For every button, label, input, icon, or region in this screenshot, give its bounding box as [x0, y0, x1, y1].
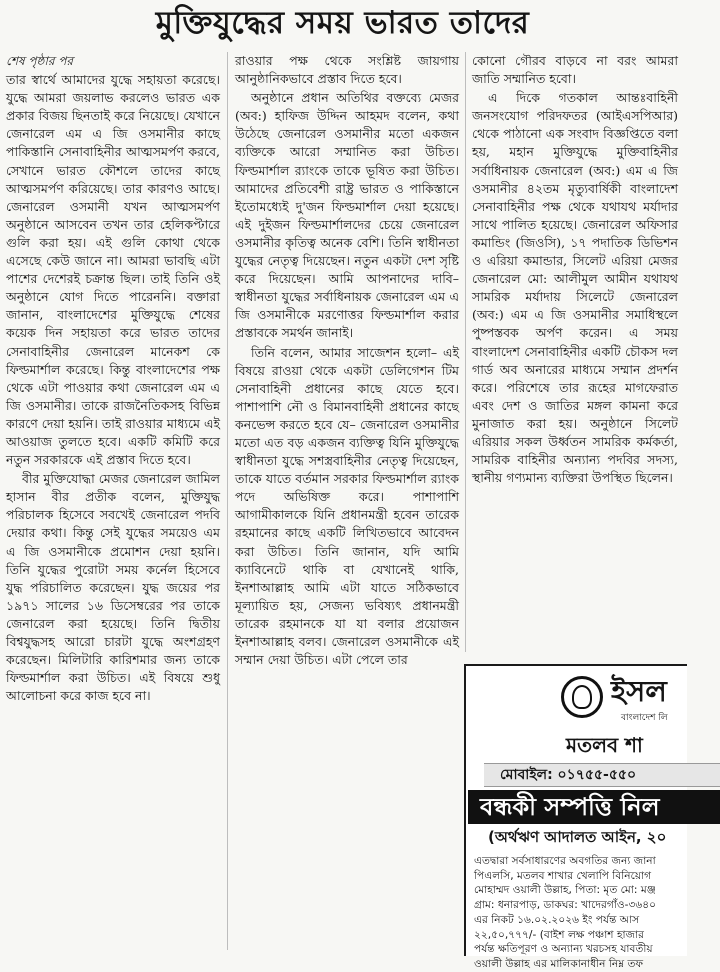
auction-advertisement: [464, 664, 687, 970]
ad-body-line: পর্যন্ত ক্ষতিপূরণ ও অন্যান্য খরচসহ যাবতীয়: [474, 943, 653, 956]
paragraph: অনুষ্ঠানে প্রধান অতিথির বক্তব্যে মেজর (অব:) হাফিজ উদ্দিন আহমদ বলেন, কথা উঠেছে জেনারেল ওসমানীর মতো একজন ব্যক্তিকে আরো সম্মানিত করা উচিত। ফিল্ডমার্শাল র‍্যাংকে তাকে ভূষিত করা উচিত। আমাদের প্রতিবেশী রাষ্ট্র ভারত ও পাকিস্তানে ইতোমধ্যেই দু'জন ফিল্ডমার্শাল দেয়া হয়েছে। এই দুইজন ফিল্ডমার্শালদের চেয়ে জেনারেল ওসমানীর কৃতিত্ব অনেক বেশি। তিনি স্বাধীনতা যুদ্ধের নেতৃত্ব দিয়েছেন। নতুন একটা দেশ সৃষ্টি করে দিয়েছেন। আমি আপনাদের দাবি– স্বাধীনতা যুদ্ধের সর্বাধিনায়ক জেনারেল এম এ জি ওসমানীকে মরণোত্তর ফিল্ডমার্শাল করার প্রস্তাবকে সমর্থন জানাই।: [235, 90, 459, 341]
ad-body-line: পিএলসি, মতলব শাখার খেলাপি বিনিয়োগ: [474, 869, 652, 882]
ad-body-line: মোহাম্মদ ওয়ালী উল্লাহ, পিতা: মৃত মো: মঞ্জ: [474, 884, 656, 897]
paragraph: তিনি বলেন, আমার সাজেশন হলো– এই বিষয়ে রাওয়া থেকে একটা ডেলিগেশন টিম সেনাবাহিনী প্রধানের কাছে যেতে হবে। পাশাপাশি নৌ ও বিমানবাহিনী প্রধানের কাছে কনভেন্স করতে হবে যে– জেনারেল ওসমানীর মতো এত বড় একজন ব্যক্তিত্ব যিনি মুক্তিযুদ্ধে স্বাধীনতা যুদ্ধে সশস্ত্রবাহিনীর নেতৃত্ব দিয়েছেন, তাকে যাতে বর্তমান সরকার ফিল্ডমার্শাল র‍্যাংক পদে অভিষিক্ত করে। পাশাপাশি আগামীকালকে যিনি প্রধানমন্ত্রী হবেন তারেক রহমানের কাছে একটি লিখিতভাবে আবেদন করা উচিত। তিনি জানান, যদি আমি ক্যাবিনেটে থাকি বা যেখানেই থাকি, ইনশাআল্লাহ আমি এটা যাতে সঠিকভাবে মূল্যায়িত হয়, সেজন্য ভবিষ্যৎ প্রধানমন্ত্রী তারেক রহমানকে যা যা বলার প্রয়োজন ইনশাআল্লাহ বলব। জেনারেল ওসমানীকে এই সম্মান দেয়া উচিত। এটা পেলে তার: [235, 344, 459, 668]
jump-line: শেষ পৃষ্ঠার পর: [6, 54, 74, 68]
ad-body-line: ২২,৫০,৭৭৭/- (বাইশ লক্ষ পঞ্চাশ হাজার: [474, 928, 644, 941]
article-column-2: [235, 52, 459, 952]
ad-body-line: গ্রাম: ধনারপাড়, ডাকঘর: খাদেরগাঁও-৩৬৪০: [474, 899, 656, 912]
ad-act-reference: (অর্থঋণ আদালত আইন, ২০: [488, 828, 667, 846]
column-divider: [227, 52, 228, 950]
ad-bank-subtitle: বাংলাদেশ লি: [621, 713, 668, 723]
ad-body-line: ওয়ালী উল্লাহ এর মালিকানাধীন নিম্ন তফ: [474, 957, 644, 970]
article-column-3: [472, 52, 678, 662]
ad-body-line: এতদ্বারা সর্বসাধারণের অবগতির জন্য জানা: [474, 855, 656, 867]
ad-body-line: এর নিকট ১৬.০২.২০২৬ ইং পর্যন্ত আস: [474, 913, 640, 926]
ad-title: বন্ধকী সম্পত্তি নিল: [468, 790, 720, 824]
paragraph: বীর মুক্তিযোদ্ধা মেজর জেনারেল জামিল হাসান বীর প্রতীক বলেন, মুক্তিযুদ্ধ পরিচালক হিসেবে সবখেই জেনারেল পদবি দেয়ার কথা। কিন্তু সেই যুদ্ধের সময়েও এম এ জি ওসমানীকে প্রমোশন দেয়া হয়নি। তিনি যুদ্ধের পুরোটা সময় কর্নেল হিসেবে যুদ্ধ পরিচালিত করেছেন। যুদ্ধ জয়ের পর ১৯৭১ সালের ১৬ ডিসেম্বরের পর তাকে জেনারেল করা হয়েছে। তিনি দ্বিতীয় বিশ্বযুদ্ধসহ আরো চারটা যুদ্ধে অংশগ্রহণ করেছেন। মিলিটারি কারিশমার জন্য তাকে ফিল্ডমার্শাল করা উচিত। এই বিষয়ে শুধু আলোচনা করে কাজ হবে না।: [6, 471, 220, 704]
ad-bank-name: ইসল: [611, 674, 667, 708]
paragraph: রাওয়ার পক্ষ থেকে সংশ্লিষ্ট জায়গায় আনুষ্ঠানিকভাবে প্রস্তাব দিতে হবে।: [235, 53, 459, 87]
ad-body: [474, 854, 704, 972]
paragraph: কোনো গৌরব বাড়বে না বরং আমরা জাতি সম্মানিত হবো।: [472, 53, 678, 87]
paragraph: এ দিকে গতকাল আন্তঃবাহিনী জনসংযোগ পরিদফতর (আইএসপিআর) থেকে পাঠানো এক সংবাদ বিজ্ঞপ্তিতে বলা হয়, মহান মুক্তিযুদ্ধে মুক্তিবাহিনীর সর্বাধিনায়ক জেনারেল (অব:) এম এ জি ওসমানীর ৪২তম মৃত্যুবার্ষিকী বাংলাদেশ সেনাবাহিনীর পক্ষ থেকে যথাযথ মর্যাদার সাথে পালিত হয়েছে। জেনারেল অফিসার কমান্ডিং (জিওসি), ১৭ পদাতিক ডিভিশন ও এরিয়া কমান্ডার, সিলেট এরিয়া মেজর জেনারেল মো: আলীমুল আমীন যথাযথ সামরিক মর্যাদায় সিলেটে জেনারেল (অব:) এম এ জি ওসমানীর সমাধিস্থলে পুষ্পস্তবক অর্পণ করেন। এ সময় বাংলাদেশ সেনাবাহিনীর একটি চৌকস দল গার্ড অব অনারের মাধ্যমে সম্মান প্রদর্শন করে। পরিশেষে তার রূহের মাগফেরাত এবং দেশ ও জাতির মঙ্গল কামনা করে মুনাজাত করা হয়। অনুষ্ঠানে সিলেট এরিয়ার সকল উর্ধ্বতন সামরিক কর্মকর্তা, সামরিক বাহিনীর অন্যান্য পদবির সদস্য, স্থানীয় গণ্যমান্য ব্যক্তিরা উপস্থিত ছিলেন।: [472, 90, 678, 486]
bank-logo-icon: [561, 676, 603, 718]
ad-mobile-number: মোবাইল: ০১৭৫৫-৫৫০: [484, 763, 720, 787]
paragraph: তার স্বার্থে আমাদের যুদ্ধে সহায়তা করেছে। যুদ্ধে আমরা জয়লাভ করলেও ভারত এক প্রকার বিজয় ছিনতাই করে নিয়েছে। যেখানে জেনারেল এম এ জি ওসমানীর কাছে পাকিস্তানি সেনাবাহিনীর আত্মসমর্পণ করবে, সেখানে ভারত কৌশলে তাদের কাছে আত্মসমর্পণ করিয়েছে। তার কারণও আছে। জেনারেল ওসমানী যখন আত্মসমর্পণ অনুষ্ঠানে আসবেন তখন তার হেলিকপ্টারে গুলি করা হয়। এই গুলি কোথা থেকে এসেছে কেউ জানে না। আমরা ভাবছি এটা পাশের দেশেরই চক্রান্ত ছিল। তাই তিনি ওই অনুষ্ঠানে যোগ দিতে পারেননি। বক্তারা জানান, বাংলাদেশের মুক্তিযুদ্ধে শেষের কয়েক দিন সহায়তা করে ভারত তাদের সেনাবাহিনীর জেনারেল মানেকশ কে ফিল্ডমার্শাল করেছে। কিন্তু বাংলাদেশের পক্ষ থেকে এটা পাওয়ার কথা জেনারেল এম এ জি ওসমানীর। তাকে রাজনৈতিকসহ বিভিন্ন কারণে দেয়া হয়নি। তাই রাওয়ার মাধ্যমে এই আওয়াজ তুলতে হবে। একটি কমিটি করে নতুন সরকারকে এই প্রস্তাব দিতে হবে।: [6, 72, 220, 468]
headline: মুক্তিযুদ্ধের সময় ভারত তাদের: [155, 5, 530, 41]
ad-branch-name: মতলব শা: [566, 733, 643, 757]
column-divider: [465, 52, 466, 652]
article-column-1: [6, 52, 220, 952]
